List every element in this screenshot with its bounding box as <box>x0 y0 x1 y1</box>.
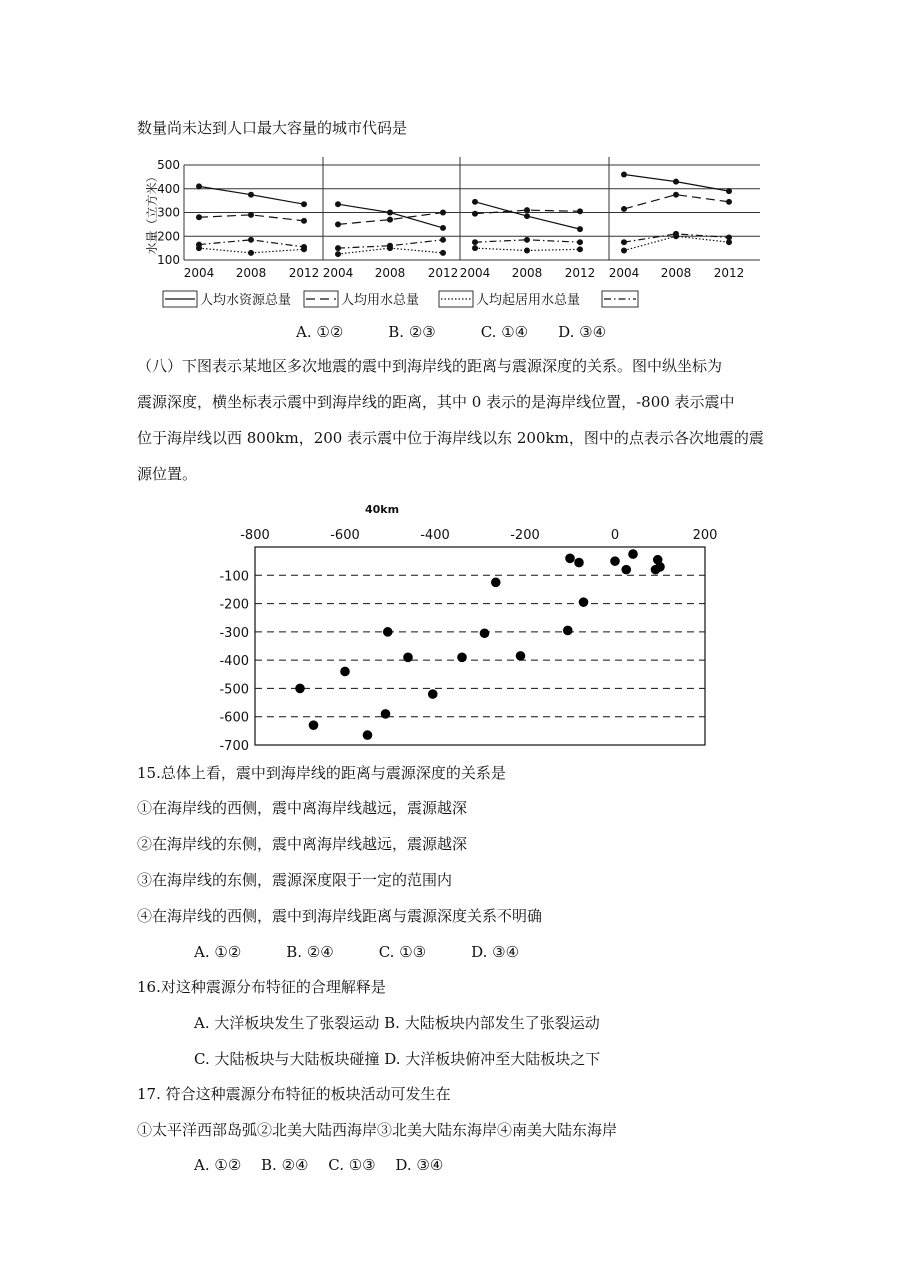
data-point <box>472 239 478 245</box>
earthquake-point <box>579 597 589 607</box>
x-tick-label: -400 <box>420 528 450 543</box>
data-point <box>472 245 478 251</box>
y-tick-label: 100 <box>157 253 180 267</box>
earthquake-point <box>403 653 413 663</box>
q16-stem: 16.对这种震源分布特征的合理解释是 <box>137 978 386 996</box>
y-tick-label: 200 <box>157 229 180 244</box>
data-point <box>196 183 202 189</box>
q16-options-line-1: A. 大洋板块发生了张裂运动 B. 大陆板块内部发生了张裂运动 <box>194 1014 600 1032</box>
data-point <box>726 234 732 240</box>
x-tick-label: 2004 <box>322 266 354 280</box>
x-tick-label: 2008 <box>660 266 692 280</box>
earthquake-point <box>516 651 526 661</box>
y-tick-label: 400 <box>157 181 180 196</box>
data-point <box>196 214 202 220</box>
data-point <box>577 208 583 214</box>
data-point <box>621 248 627 254</box>
x-tick-label: 2008 <box>374 266 406 280</box>
x-tick-label: 2012 <box>427 266 459 280</box>
data-point <box>248 250 254 256</box>
plot-frame <box>255 547 705 745</box>
q17-stem: 17. 符合这种震源分布特征的板块活动可发生在 <box>137 1085 451 1103</box>
data-point <box>301 218 307 224</box>
data-point <box>440 250 446 256</box>
y-tick-label: -100 <box>219 569 249 585</box>
data-point <box>387 210 393 216</box>
x-tick-label: 0 <box>610 528 620 543</box>
x-tick-label: 2004 <box>608 266 640 280</box>
section8-line-3: 位于海岸线以西 800km，200 表示震中位于海岸线以东 200km，图中的点表示各次地震的震 <box>137 429 764 447</box>
data-point <box>301 201 307 207</box>
data-point <box>301 244 307 250</box>
data-point <box>335 245 341 251</box>
data-point <box>524 207 530 213</box>
section8-line-4: 源位置。 <box>137 465 198 483</box>
data-point <box>196 242 202 248</box>
q15-item-3: ③在海岸线的东侧，震源深度限于一定的范围内 <box>137 871 453 889</box>
x-tick-label: 2008 <box>235 266 267 280</box>
legend-label: 人均用水总量 <box>341 293 420 308</box>
data-point <box>673 179 679 185</box>
data-point <box>335 221 341 227</box>
x-tick-label: 2004 <box>183 266 215 280</box>
earthquake-point <box>457 653 467 663</box>
q14-options: A. ①② B. ②③ C. ①④ D. ③④ <box>296 323 607 341</box>
earthquake-point <box>428 689 438 699</box>
earthquake-point <box>381 709 391 719</box>
earthquake-point <box>340 667 350 677</box>
q15-item-1: ①在海岸线的西侧，震中离海岸线越远，震源越深 <box>137 799 468 817</box>
data-point <box>335 251 341 257</box>
y-tick-label: -700 <box>219 739 249 754</box>
earthquake-point <box>628 549 638 559</box>
data-point <box>524 248 530 254</box>
section8-line-2: 震源深度，横坐标表示震中到海岸线的距离，其中 0 表示的是海岸线位置，-800 表示震中 <box>137 393 735 411</box>
water-line-chart <box>0 145 910 475</box>
chart-title: 40km <box>364 503 400 516</box>
x-tick-label: 2012 <box>288 266 320 280</box>
data-point <box>621 239 627 245</box>
series-line <box>338 204 443 228</box>
earthquake-point <box>295 684 305 694</box>
data-point <box>440 225 446 231</box>
x-tick-label: -600 <box>330 528 360 543</box>
data-point <box>524 213 530 219</box>
data-point <box>387 217 393 223</box>
legend-label: 人均起居用水总量 <box>476 293 581 308</box>
earthquake-point <box>621 565 631 575</box>
legend-label: 人均水资源总量 <box>200 293 292 308</box>
x-tick-label: 2012 <box>713 266 745 280</box>
y-tick-label: -500 <box>219 682 249 698</box>
earthquake-point <box>574 558 584 568</box>
q16-options-line-2: C. 大陆板块与大陆板块碰撞 D. 大洋板块俯冲至大陆板块之下 <box>194 1050 601 1068</box>
earthquake-point <box>610 556 620 566</box>
x-tick-label: 2012 <box>564 266 596 280</box>
earthquake-point <box>565 554 575 564</box>
x-tick-label: -800 <box>240 528 270 543</box>
data-point <box>577 239 583 245</box>
data-point <box>673 231 679 237</box>
q17-items: ①太平洋西部岛弧②北美大陆西海岸③北美大陆东海岸④南美大陆东海岸 <box>137 1121 618 1139</box>
earthquake-point <box>480 628 490 638</box>
y-axis-label: 水量（立方米） <box>145 170 159 255</box>
data-point <box>248 212 254 218</box>
x-tick-label: 2008 <box>511 266 543 280</box>
q17-options: A. ①② B. ②④ C. ①③ D. ③④ <box>194 1156 444 1174</box>
data-point <box>524 237 530 243</box>
x-tick-label: -200 <box>510 528 540 543</box>
data-point <box>577 246 583 252</box>
data-point <box>335 201 341 207</box>
y-tick-label: -300 <box>219 625 249 641</box>
data-point <box>726 188 732 194</box>
q15-item-4: ④在海岸线的西侧，震中到海岸线距离与震源深度关系不明确 <box>137 907 543 925</box>
data-point <box>621 172 627 178</box>
data-point <box>621 206 627 212</box>
data-point <box>673 192 679 198</box>
earthquake-point <box>383 627 393 637</box>
earthquake-point <box>363 730 373 740</box>
data-point <box>440 210 446 216</box>
y-tick-label: 300 <box>157 205 180 220</box>
intro-line: 数量尚未达到人口最大容量的城市代码是 <box>137 119 408 137</box>
data-point <box>472 199 478 205</box>
x-tick-label: 200 <box>692 528 718 543</box>
earthquake-scatter-chart <box>0 495 910 755</box>
q15-options: A. ①② B. ②④ C. ①③ D. ③④ <box>194 943 520 961</box>
earthquake-point <box>309 720 319 730</box>
q15-item-2: ②在海岸线的东侧，震中离海岸线越远，震源越深 <box>137 835 468 853</box>
data-point <box>726 199 732 205</box>
y-tick-label: -600 <box>219 710 249 726</box>
y-tick-label: -200 <box>219 597 249 613</box>
earthquake-point <box>491 578 501 588</box>
data-point <box>387 243 393 249</box>
q15-stem: 15.总体上看，震中到海岸线的距离与震源深度的关系是 <box>137 764 506 782</box>
data-point <box>248 192 254 198</box>
data-point <box>248 237 254 243</box>
y-tick-label: 500 <box>157 158 180 172</box>
earthquake-point <box>655 562 665 572</box>
earthquake-point <box>563 626 573 636</box>
data-point <box>472 211 478 217</box>
y-tick-label: -400 <box>219 654 249 670</box>
data-point <box>577 226 583 232</box>
data-point <box>440 237 446 243</box>
x-tick-label: 2004 <box>459 266 491 280</box>
section8-line-1: （八）下图表示某地区多次地震的震中到海岸线的距离与震源深度的关系。图中纵坐标为 <box>137 357 723 375</box>
